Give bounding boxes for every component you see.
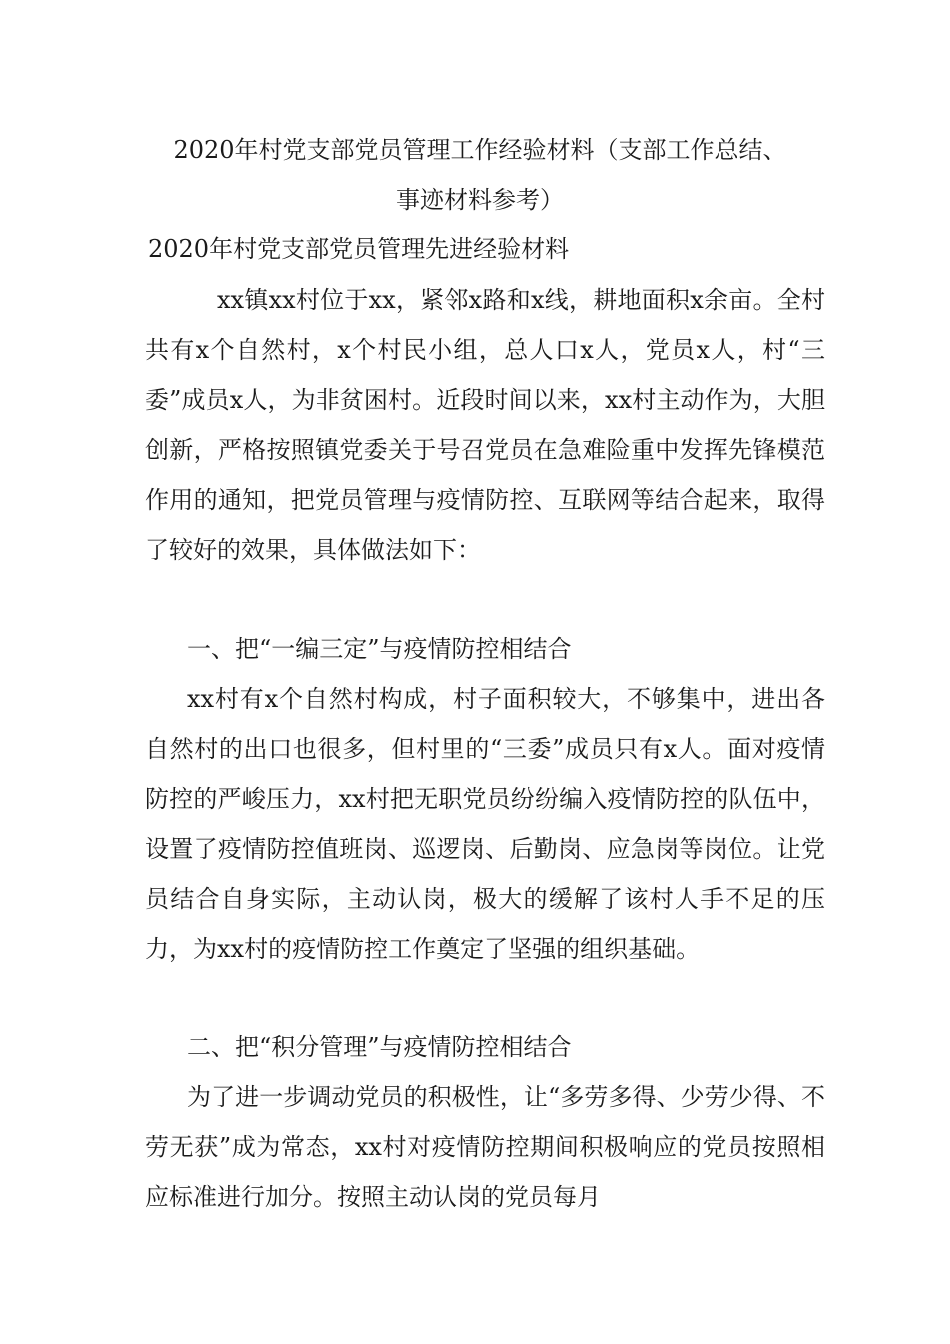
paragraph-section-1: xx村有x个自然村构成，村子面积较大，不够集中，进出各自然村的出口也很多，但村里的“三委”成员只有x人。面对疫情防控的严峻压力，xx村把无职党员纷纷编入疫情防控的队伍中，设置了疫情防控值班岗、巡逻岗、后勤岗、应急岗等岗位。让党员结合自身实际，主动认岗，极大的缓解了该村人手不足的压力，为xx村的疫情防控工作奠定了坚强的组织基础。 — [145, 685, 825, 963]
document-title-line2: 事迹材料参考） — [396, 186, 564, 214]
paragraph-section-2: 为了进一步调动党员的积极性，让“多劳多得、少劳少得、不劳无获”成为常态，xx村对疫情防控期间积极响应的党员按照相应标准进行加分。按照主动认岗的党员每月 — [145, 1083, 825, 1211]
document-title-line1: 2020年村党支部党员管理工作经验材料（支部工作总结、 — [173, 136, 787, 164]
paragraph-intro: xx镇xx村位于xx，紧邻x路和x线，耕地面积x余亩。全村共有x个自然村，x个村民小组，总人口x人，党员x人，村“三委”成员x人，为非贫困村。近段时间以来，xx村主动作为，大胆创新，严格按照镇党委关于号召党员在急难险重中发挥先锋模范作用的通知，把党员管理与疫情防控、互联网等结合起来，取得了较好的效果，具体做法如下： — [145, 286, 825, 564]
section-heading-2: 二、把“积分管理”与疫情防控相结合 — [187, 1033, 572, 1061]
section-heading-1: 一、把“一编三定”与疫情防控相结合 — [187, 635, 572, 663]
document-subtitle: 2020年村党支部党员管理先进经验材料 — [148, 235, 570, 263]
